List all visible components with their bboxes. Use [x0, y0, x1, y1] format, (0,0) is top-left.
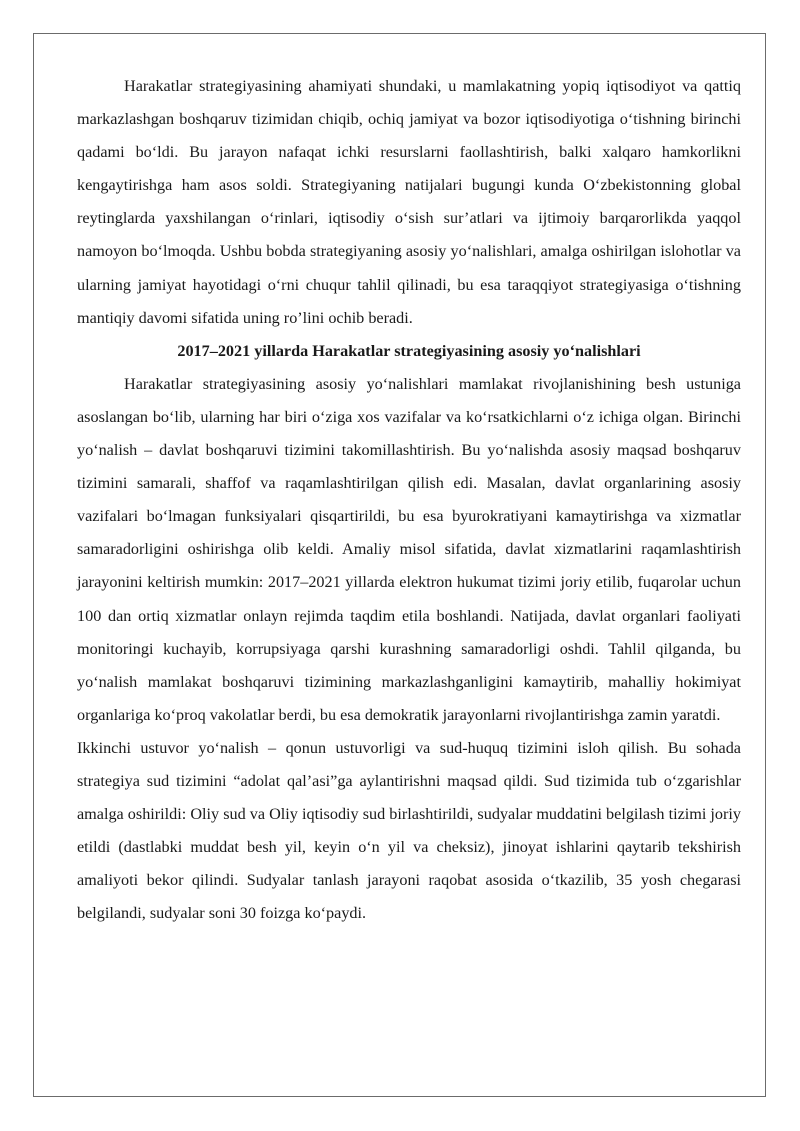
- intro-paragraph: Harakatlar strategiyasining ahamiyati shundaki, u mamlakatning yopiq iqtisodiyot va qattiq markazlashgan boshqaruv tizimidan chiqib, ochiq jamiyat va bozor iqtisodiyotiga o‘tishning birinchi qadami bo‘ldi. Bu jarayon nafaqat ichki resurslarni faollashtirish, balki xalqaro hamkorlikni kengaytirishga ham asos soldi. Strategiyaning natijalari bugungi kunda O‘zbekistonning global reytinglarda yaxshilangan o‘rinlari, iqtisodiy o‘sish sur’atlari va ijtimoiy barqarorlikda yaqqol namoyon bo‘lmoqda. Ushbu bobda strategiyaning asosiy yo‘nalishlari, amalga oshirilgan islohotlar va ularning jamiyat hayotidagi o‘rni chuqur tahlil qilinadi, bu esa taraqqiyot strategiyasiga o‘tishning mantiqiy davomi sifatida uning ro’lini ochib beradi.: [77, 77, 741, 327]
- second-direction-paragraph: Ikkinchi ustuvor yo‘nalish – qonun ustuvorligi va sud-huquq tizimini isloh qilish. Bu sohada strategiya sud tizimini “adolat qal’asi”ga aylantirishni maqsad qildi. Sud tizimida tub o‘zgarishlar amalga oshirildi: Oliy sud va Oliy iqtisodiy sud birlashtirildi, sudyalar muddatini belgilash tizimi joriy etildi (dastlabki muddat besh yil, keyin o‘n yil va cheksiz), jinoyat ishlarini qaytarib tekshirish amaliyoti bekor qilindi. Sudyalar tanlash jarayoni raqobat asosida o‘tkazilib, 35 yosh chegarasi belgilandi, sudyalar soni 30 foizga ko‘paydi.: [77, 738, 741, 923]
- section-heading: 2017–2021 yillarda Harakatlar strategiyasining asosiy yo‘nalishlari: [177, 341, 641, 360]
- document-body: [77, 70, 741, 930]
- first-direction-paragraph: Harakatlar strategiyasining asosiy yo‘nalishlari mamlakat rivojlanishining besh ustuniga asoslangan bo‘lib, ularning har biri o‘ziga xos vazifalar va ko‘rsatkichlarni o‘z ichiga olgan. Birinchi yo‘nalish – davlat boshqaruvi tizimini takomillashtirish. Bu yo‘nalishda asosiy maqsad boshqaruv tizimini samarali, shaffof va raqamlashtirilgan qilish edi. Masalan, davlat organlarining asosiy vazifalari bo‘lmagan funksiyalari qisqartirildi, bu esa byurokratiyani kamaytirishga va xizmatlar samaradorligini oshirishga olib keldi. Amaliy misol sifatida, davlat xizmatlarini raqamlashtirish jarayonini keltirish mumkin: 2017–2021 yillarda elektron hukumat tizimi joriy etilib, fuqarolar uchun 100 dan ortiq xizmatlar onlayn rejimda taqdim etila boshlandi. Natijada, davlat organlari faoliyati monitoringi kuchayib, korrupsiyaga qarshi kurashning samaradorligi oshdi. Tahlil qilganda, bu yo‘nalish mamlakat boshqaruvi tizimining markazlashganligini kamaytirib, mahalliy hokimiyat organlariga ko‘proq vakolatlar berdi, bu esa demokratik jarayonlarni rivojlantirishga zamin yaratdi.: [77, 374, 741, 724]
